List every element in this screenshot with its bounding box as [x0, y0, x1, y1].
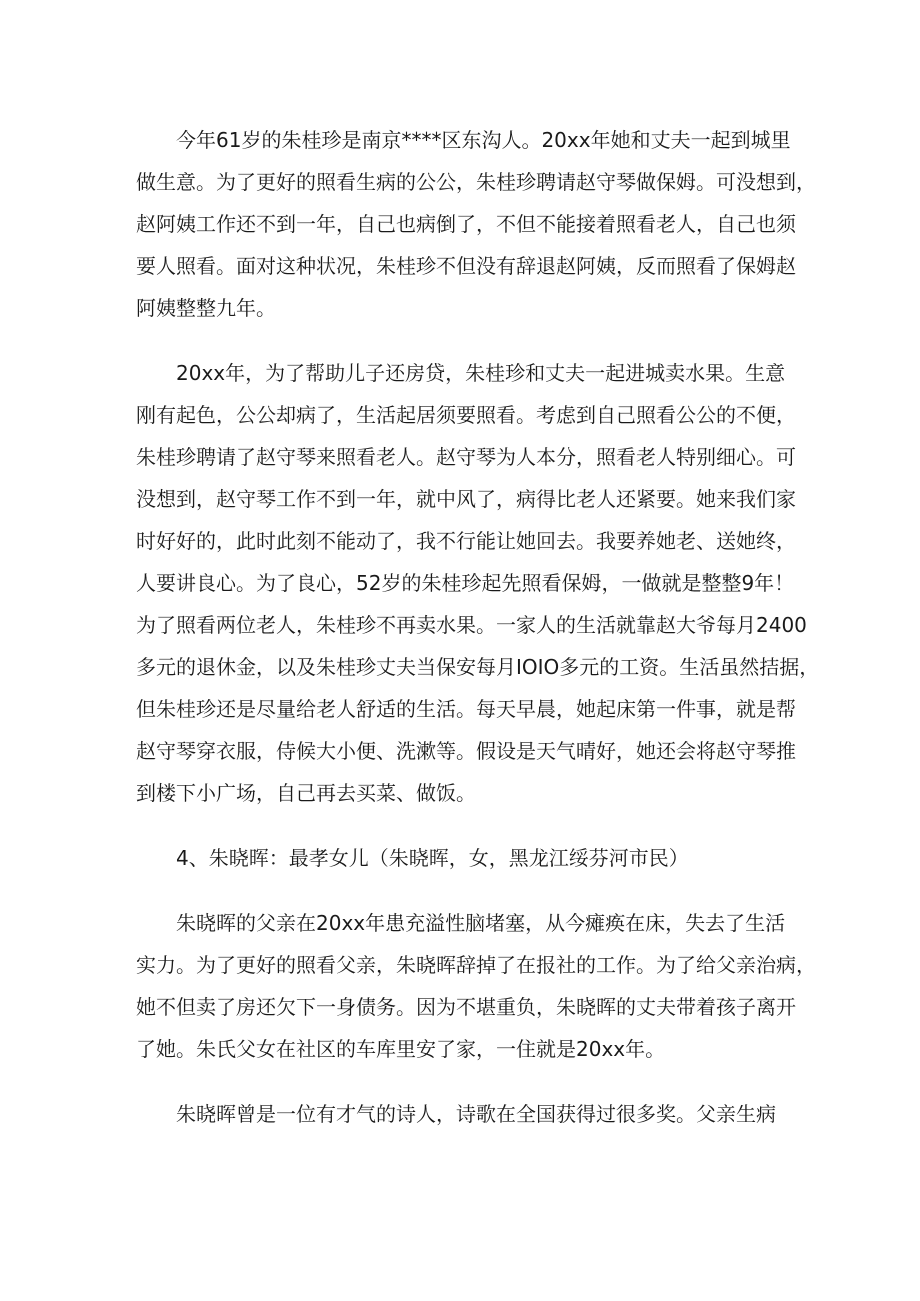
heading-line: 4、朱晓晖：最孝女儿（朱晓晖，女，黑龙江绥芬河市民）	[176, 846, 689, 870]
text-line: 要人照看。面对这种状况，朱桂珍不但没有辞退赵阿姨，反而照看了保姆赵	[136, 254, 796, 278]
text-line: 赵守琴穿衣服，侍候大小便、洗漱等。假设是天气晴好，她还会将赵守琴推	[136, 739, 796, 763]
paragraph-4	[0, 1093, 920, 1135]
text-line: 朱晓晖的父亲在20xx年患充溢性脑堵塞，从今瘫痪在床，失去了生活	[176, 911, 786, 935]
text-line: 20xx年，为了帮助儿子还房贷，朱桂珍和丈夫一起进城卖水果。生意	[176, 361, 786, 385]
text-line: 了她。朱氏父女在社区的车库里安了家，一住就是20xx年。	[136, 1037, 666, 1061]
text-line: 朱晓晖曾是一位有才气的诗人，诗歌在全国获得过很多奖。父亲生病	[176, 1102, 776, 1126]
text-line: 赵阿姨工作还不到一年，自己也病倒了，不但不能接着照看老人，自己也须	[136, 212, 796, 236]
text-line: 到楼下小广场，自己再去买菜、做饭。	[136, 781, 476, 805]
text-line: 但朱桂珍还是尽量给老人舒适的生活。每天早晨，她起床第一件事，就是帮	[136, 697, 796, 721]
text-line: 今年61岁的朱桂珍是南京****区东沟人。20xx年她和丈夫一起到城里	[176, 128, 791, 152]
section-heading	[0, 837, 920, 879]
text-line: 人要讲良心。为了良心，52岁的朱桂珍起先照看保姆，一做就是整整9年！	[136, 571, 795, 595]
text-line: 为了照看两位老人，朱桂珍不再卖水果。一家人的生活就靠赵大爷每月2400	[136, 613, 807, 637]
text-line: 时好好的，此时此刻不能动了，我不行能让她回去。我要养她老、送她终，	[136, 529, 796, 553]
text-line: 她不但卖了房还欠下一身债务。因为不堪重负，朱晓晖的丈夫带着孩子离开	[136, 995, 796, 1019]
text-line: 实力。为了更好的照看父亲，朱晓晖辞掉了在报社的工作。为了给父亲治病，	[136, 953, 816, 977]
paragraph-1	[0, 119, 920, 329]
text-line: 没想到，赵守琴工作不到一年，就中风了，病得比老人还紧要。她来我们家	[136, 487, 796, 511]
text-line: 朱桂珍聘请了赵守琴来照看老人。赵守琴为人本分，照看老人特别细心。可	[136, 445, 796, 469]
text-line: 做生意。为了更好的照看生病的公公，朱桂珍聘请赵守琴做保姆。可没想到，	[136, 170, 816, 194]
paragraph-3	[0, 902, 920, 1070]
paragraph-2	[0, 352, 920, 814]
text-line: 多元的退休金，以及朱桂珍丈夫当保安每月IOIO多元的工资。生活虽然拮据，	[136, 655, 820, 679]
text-line: 刚有起色，公公却病了，生活起居须要照看。考虑到自己照看公公的不便，	[136, 403, 796, 427]
text-line: 阿姨整整九年。	[136, 296, 276, 320]
document-body	[0, 119, 920, 1158]
